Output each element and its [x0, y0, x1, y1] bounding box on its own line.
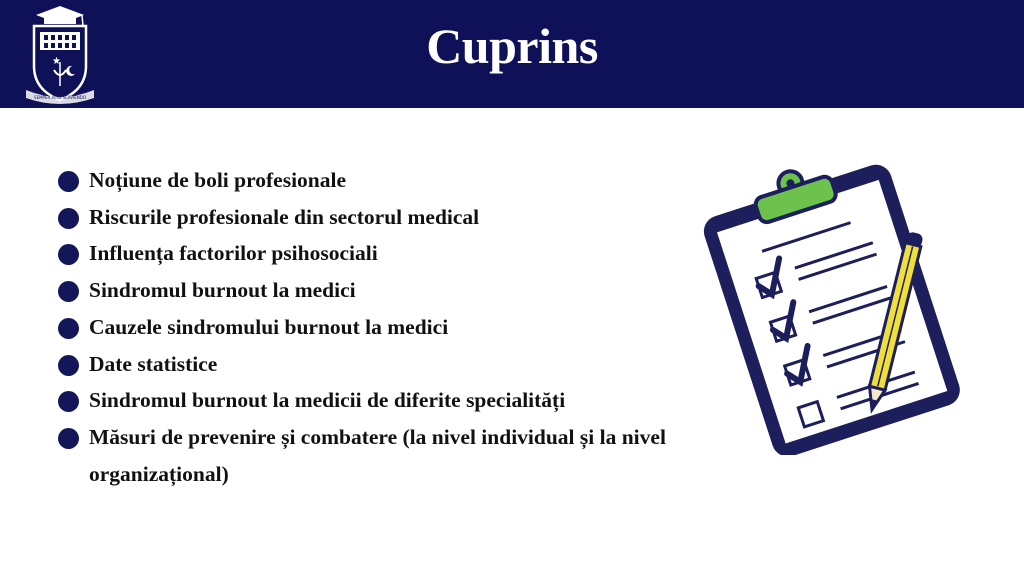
list-item-text: Date statistice: [89, 351, 218, 376]
bullet-dot-icon: [58, 244, 79, 265]
list-item: [58, 309, 709, 346]
bullet-dot-icon: [58, 171, 79, 192]
bullet-dot-icon: [58, 208, 79, 229]
list-item-text: Cauzele sindromului burnout la medici: [89, 314, 449, 339]
list-item-text: Riscurile profesionale din sectorul medical: [89, 204, 480, 229]
list-item: [58, 199, 709, 236]
bullet-dot-icon: [58, 318, 79, 339]
svg-text:★: ★: [52, 56, 61, 67]
page-title: Cuprins: [426, 18, 598, 74]
list-item-text: Sindromul burnout la medici: [89, 278, 356, 303]
contents-list: [58, 162, 709, 492]
list-item-text: Măsuri de prevenire și combatere (la nivel individual și la nivel organizațional): [89, 424, 666, 486]
list-item: [58, 272, 709, 309]
bullet-dot-icon: [58, 355, 79, 376]
bullet-dot-icon: [58, 391, 79, 412]
list-item-text: Influența factorilor psihosociali: [89, 241, 378, 266]
list-item: [58, 346, 709, 383]
header-bar: [0, 0, 1024, 108]
list-item: [58, 162, 709, 199]
clipboard-checklist-icon: [690, 155, 970, 455]
bullet-dot-icon: [58, 428, 79, 449]
bullet-dot-icon: [58, 281, 79, 302]
list-item-text: Sindromul burnout la medicii de diferite specialități: [89, 388, 566, 413]
list-item-text: Noțiune de boli profesionale: [89, 168, 347, 192]
list-item: [58, 419, 709, 492]
list-item: [58, 382, 709, 419]
list-item: [58, 235, 709, 272]
svg-text:SEMPER ALIIS SERVIENDO: SEMPER ALIIS SERVIENDO: [34, 95, 86, 100]
